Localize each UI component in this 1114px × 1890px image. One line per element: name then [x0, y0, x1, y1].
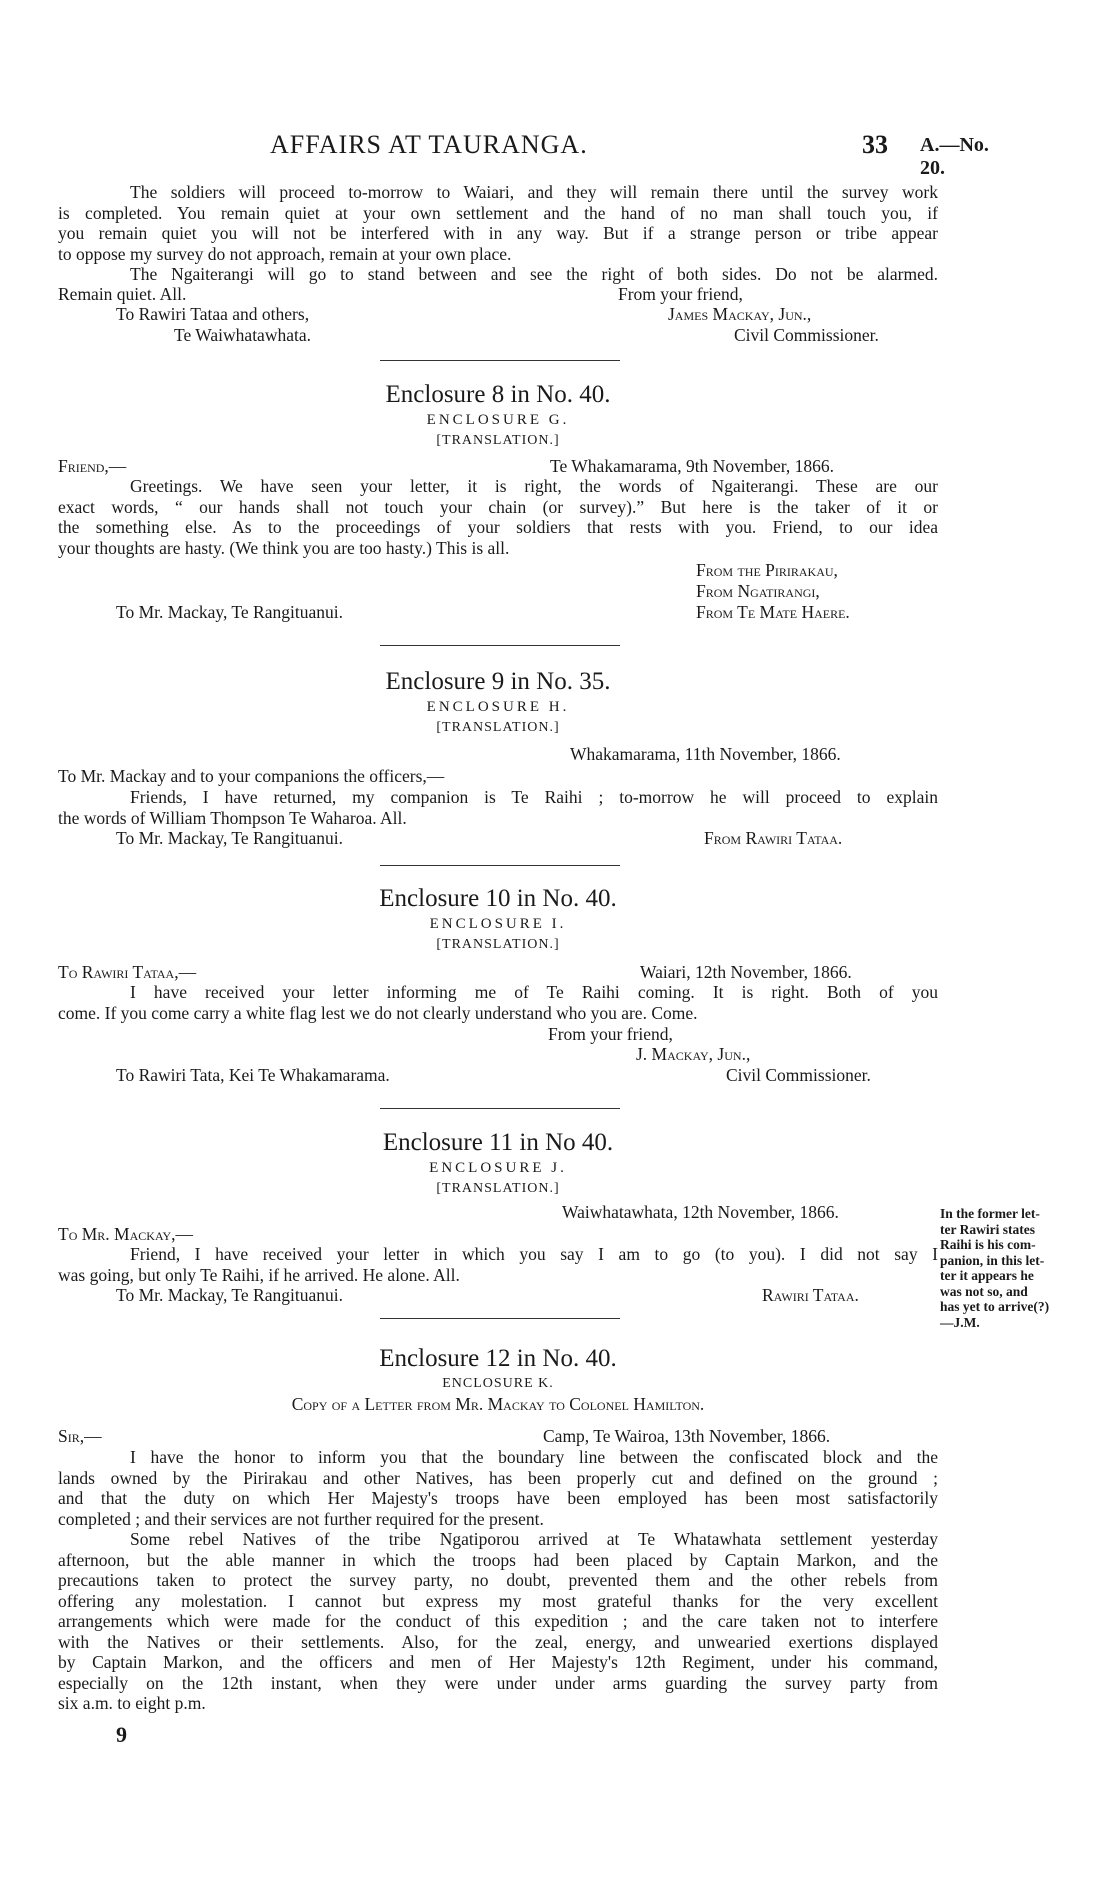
translation-label: [TRANSLATION.]: [436, 1181, 560, 1196]
sender: From Ngatirangi,: [696, 581, 820, 601]
margin-note-line: panion, in this let-: [940, 1252, 1045, 1268]
text-line: The soldiers will proceed to-morrow to Waiari, and they will remain there until the survey work: [130, 182, 938, 202]
translation-label: [TRANSLATION.]: [436, 720, 560, 735]
translation-label: [TRANSLATION.]: [436, 937, 560, 952]
addressee: To Mr. Mackay, Te Rangituanui.: [116, 828, 343, 848]
enclosure-12: [58, 1344, 938, 1415]
text-line: I have received your letter informing me of Te Raihi coming. It is right. Both of you: [130, 982, 938, 1002]
signature: J. Mackay, Jun.,: [636, 1044, 751, 1064]
closing-from: From your friend,: [548, 1024, 673, 1044]
text-line: by Captain Markon, and the officers and men of Her Majesty's 12th Regiment, under his command,: [58, 1652, 938, 1672]
place-date: Whakamarama, 11th November, 1866.: [570, 744, 841, 764]
text-line: to oppose my survey do not approach, remain at your own place.: [58, 243, 512, 264]
text-line: and that the duty on which Her Majesty's troops have been employed has been most satisfactorily: [58, 1488, 938, 1508]
text-line: lands owned by the Pirirakau and other Natives, has been properly cut and defined on the ground ;: [58, 1467, 938, 1488]
letter-body: [58, 787, 938, 828]
enclosure-subtitle: ENCLOSURE I.: [429, 916, 567, 932]
salutation: To Mr. Mackay and to your companions the officers,—: [58, 766, 445, 786]
signature-title: Civil Commissioner.: [734, 325, 879, 345]
closing-from: From your friend,: [618, 284, 743, 304]
enclosure-subtitle: ENCLOSURE J.: [429, 1160, 567, 1176]
text-line: Friend, I have received your letter in which you say I am to go (to you). I did not say I: [130, 1244, 938, 1264]
place-date: Waiari, 12th November, 1866.: [640, 962, 852, 982]
enclosure-8: [58, 380, 938, 452]
intro-letter: [58, 182, 938, 285]
divider: [380, 360, 620, 361]
signature-mark: 9: [116, 1722, 127, 1747]
text-line: come. If you come carry a white flag lest we do not clearly understand who you are. Come.: [58, 1002, 698, 1023]
signature-title: Civil Commissioner.: [726, 1065, 871, 1085]
sender: Rawiri Tataa.: [762, 1285, 859, 1305]
sender: From Rawiri Tataa.: [704, 828, 843, 848]
divider: [380, 1318, 620, 1319]
text-line: I have the honor to inform you that the boundary line between the confiscated block and the: [130, 1447, 938, 1467]
page-title: AFFAIRS AT TAURANGA.: [270, 130, 588, 159]
addressee: To Rawiri Tata, Kei Te Whakamarama.: [116, 1065, 390, 1085]
text-line: exact words, “ our hands shall not touch your chain (or survey).” But here is the taker of it or: [58, 496, 938, 517]
text-line: the something else. As to the proceedings of your soldiers that rests with you. Friend, to our idea: [58, 517, 938, 537]
enclosure-subtitle: ENCLOSURE K.: [442, 1376, 554, 1391]
addressee-place: Te Waiwhatawhata.: [174, 325, 311, 345]
text-line: especially on the 12th instant, when they were under under arms guarding the survey party from: [58, 1672, 938, 1693]
enclosure-title: Enclosure 12 in No. 40.: [379, 1345, 617, 1372]
text-line: Friends, I have returned, my companion is Te Raihi ; to-morrow he will proceed to explain: [130, 787, 938, 807]
addressee: To Rawiri Tataa and others,: [116, 304, 310, 324]
salutation: To Rawiri Tataa,—: [58, 962, 197, 982]
text-line: The Ngaiterangi will go to stand between and see the right of both sides. Do not be alarmed.: [130, 264, 938, 284]
signature: James Mackay, Jun.,: [668, 304, 812, 324]
margin-note-line: was not so, and: [940, 1283, 1028, 1299]
translation-label: [TRANSLATION.]: [436, 433, 560, 448]
enclosure-title: Enclosure 11 in No 40.: [382, 1129, 614, 1156]
addressee: To Mr. Mackay, Te Rangituanui.: [116, 1285, 343, 1305]
copy-caption: Copy of a Letter from Mr. Mackay to Colonel Hamilton.: [291, 1394, 705, 1414]
salutation: Friend,—: [58, 456, 127, 476]
text-line: six a.m. to eight p.m.: [58, 1693, 206, 1713]
salutation: Sir,—: [58, 1426, 102, 1446]
divider: [380, 865, 620, 866]
margin-note-line: ter Rawiri states: [940, 1221, 1035, 1237]
enclosure-title: Enclosure 9 in No. 35.: [385, 668, 611, 695]
place-date: Camp, Te Wairoa, 13th November, 1866.: [543, 1426, 831, 1446]
enclosure-9: [58, 667, 938, 739]
margin-note-line: —J.M.: [940, 1314, 980, 1330]
letter-body: [58, 1244, 938, 1285]
text-line: afternoon, but the able manner in which the troops had been placed by Captain Markon, and the: [58, 1549, 938, 1570]
divider: [380, 1108, 620, 1109]
enclosure-subtitle: ENCLOSURE G.: [426, 412, 570, 428]
text-line: Greetings. We have seen your letter, it is right, the words of Ngaiterangi. These are our: [130, 476, 938, 496]
enclosure-11: [58, 1128, 938, 1200]
addressee: To Mr. Mackay, Te Rangituanui.: [116, 602, 343, 622]
text-line: arrangements which were made for the conduct of this expedition ; and the care taken not to interfere: [58, 1611, 938, 1631]
page-body: [58, 0, 938, 1890]
page-number: 33: [862, 130, 888, 159]
margin-note: [940, 1206, 1080, 1330]
text-line: was going, but only Te Raihi, if he arrived. He alone. All.: [58, 1264, 460, 1285]
text-line: the words of William Thompson Te Waharoa. All.: [58, 807, 407, 828]
divider: [380, 645, 620, 646]
text-line: your thoughts are hasty. (We think you are too hasty.) This is all.: [58, 537, 510, 558]
margin-note-line: Raihi is his com-: [940, 1237, 1036, 1252]
margin-note-line: has yet to arrive(?): [940, 1299, 1050, 1314]
enclosure-10: [58, 884, 938, 956]
text-line: offering any molestation. I cannot but express my most grateful thanks for the very excellent: [58, 1590, 938, 1611]
letter-body: [58, 982, 938, 1023]
letter-body: [58, 476, 938, 558]
text-line: Some rebel Natives of the tribe Ngatiporou arrived at Te Whatawhata settlement yesterday: [130, 1529, 938, 1549]
closing-remark: Remain quiet. All.: [58, 284, 187, 304]
place-date: Te Whakamarama, 9th November, 1866.: [550, 456, 834, 476]
sender: From Te Mate Haere.: [696, 602, 850, 622]
sender: From the Pirirakau,: [696, 560, 838, 580]
document-reference: A.—No. 20.: [920, 134, 989, 179]
letter-body: [58, 1447, 938, 1714]
salutation: To Mr. Mackay,—: [58, 1224, 194, 1244]
place-date: Waiwhatawhata, 12th November, 1866.: [562, 1202, 839, 1222]
enclosure-subtitle: ENCLOSURE H.: [426, 699, 570, 715]
text-line: completed ; and their services are not further required for the present.: [58, 1508, 544, 1529]
text-line: with the Natives or their settlements. Also, for the zeal, energy, and unwearied exertions displayed: [58, 1631, 938, 1652]
text-line: precautions taken to protect the survey party, no doubt, prevented them and the other rebels from: [58, 1570, 938, 1590]
text-line: you remain quiet you will not be interfered with in any way. But if a strange person or tribe appear: [58, 223, 938, 243]
margin-note-line: ter it appears he: [940, 1268, 1034, 1283]
margin-note-line: In the former let-: [940, 1206, 1040, 1221]
enclosure-title: Enclosure 10 in No. 40.: [379, 885, 617, 912]
text-line: is completed. You remain quiet at your own settlement and the hand of no man shall touch you, if: [58, 202, 938, 223]
enclosure-title: Enclosure 8 in No. 40.: [385, 381, 611, 408]
